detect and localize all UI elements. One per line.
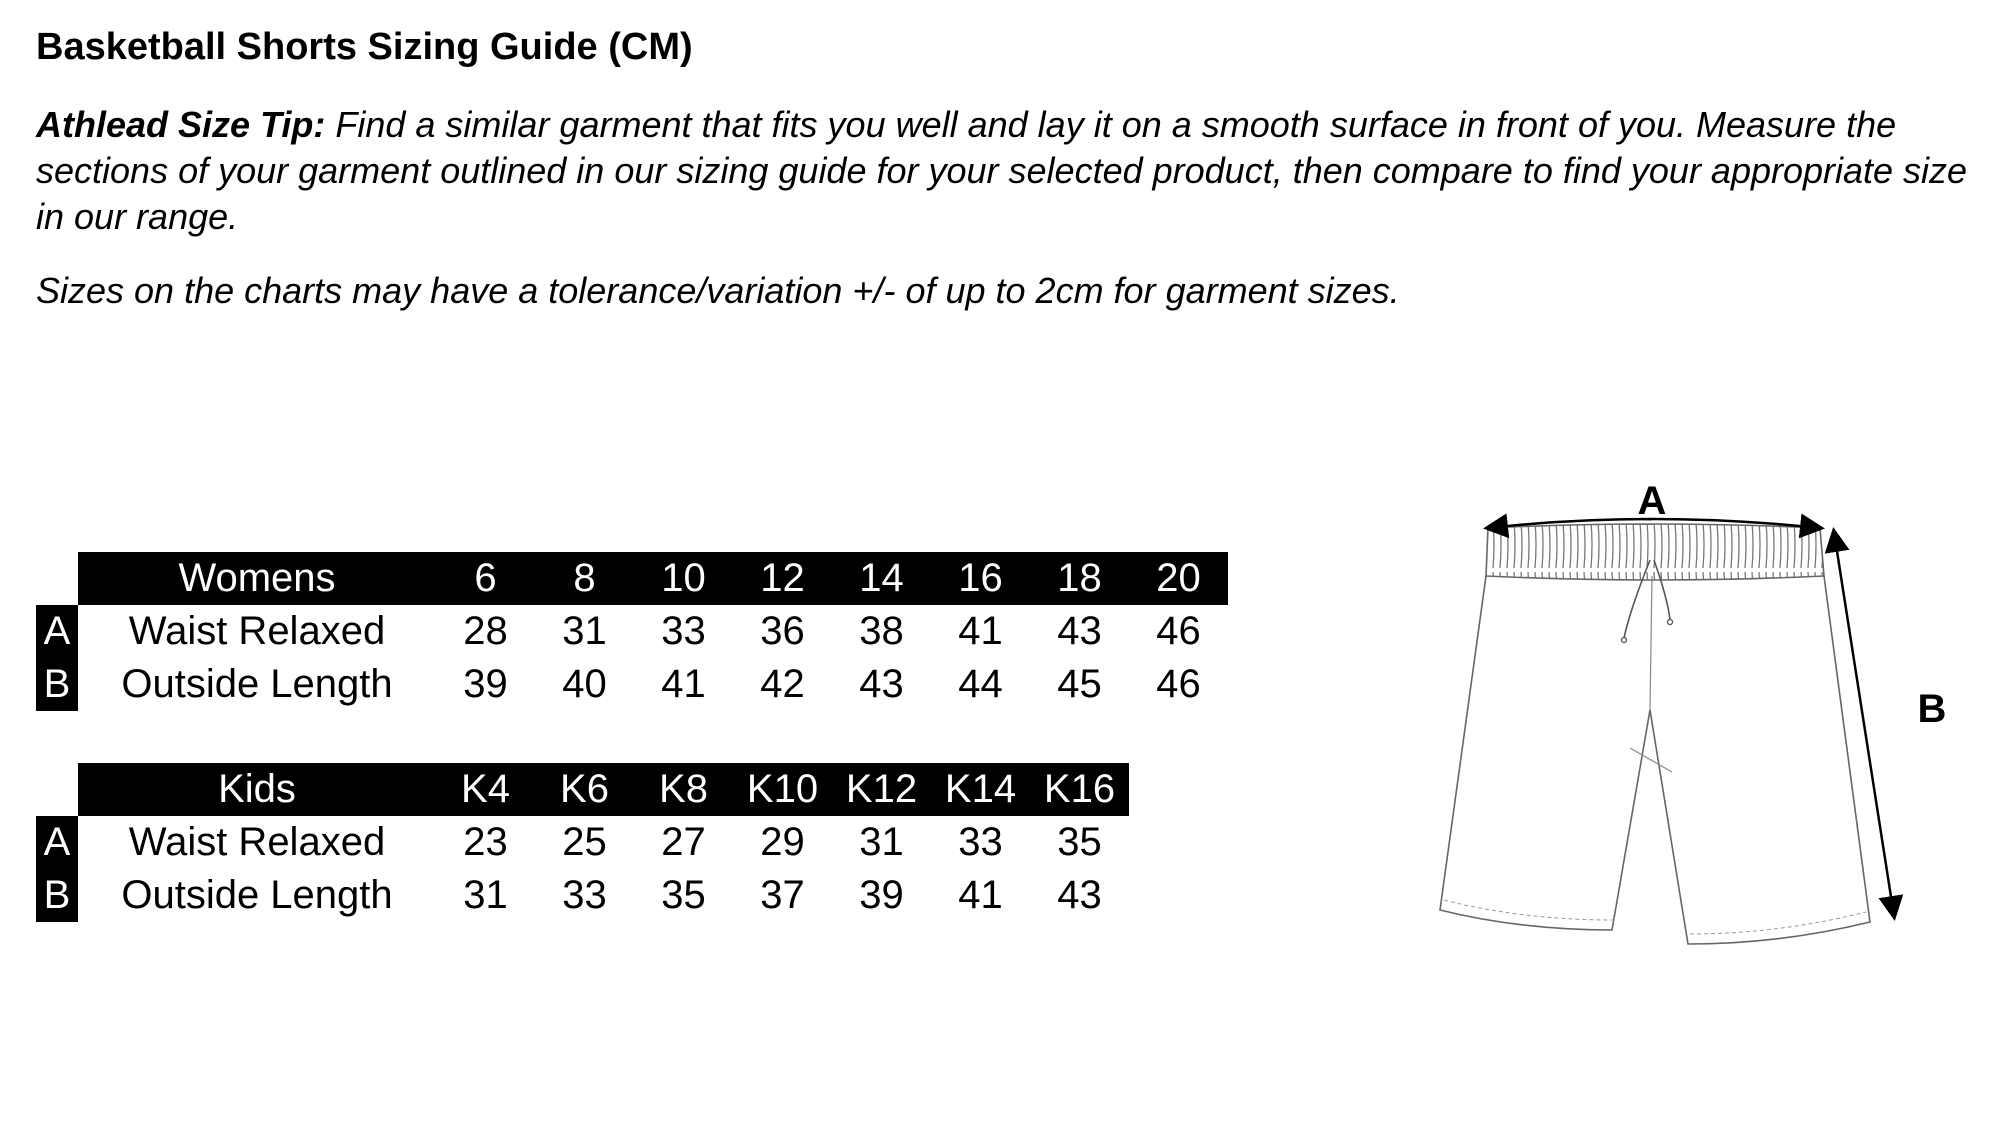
size-tip <box>36 102 1976 240</box>
measure-value: 38 <box>859 609 904 653</box>
size-header: 12 <box>733 552 832 605</box>
measure-value: 40 <box>562 662 607 706</box>
size-header: K12 <box>832 763 931 816</box>
table-row <box>36 869 1129 922</box>
measure-value: 35 <box>1057 820 1102 864</box>
size-header: K14 <box>931 763 1030 816</box>
table-row <box>36 658 1228 711</box>
table-row <box>36 605 1228 658</box>
measure-value: 43 <box>1057 609 1102 653</box>
kids-size-table <box>36 763 1129 922</box>
measure-value: 33 <box>661 609 706 653</box>
measure-label: Outside Length <box>121 873 393 917</box>
table-header-row <box>36 763 1129 816</box>
measure-value: 43 <box>859 662 904 706</box>
measure-value: 31 <box>562 609 607 653</box>
shorts-diagram <box>1400 470 1960 970</box>
size-header: K8 <box>634 763 733 816</box>
measure-value: 37 <box>760 873 805 917</box>
measure-label: Waist Relaxed <box>128 609 386 653</box>
measure-letter: B <box>36 658 78 711</box>
header-spacer <box>36 763 78 816</box>
measure-label: Waist Relaxed <box>128 820 386 864</box>
label-a: A <box>1637 479 1667 523</box>
measure-value: 45 <box>1057 662 1102 706</box>
table-row <box>36 816 1129 869</box>
table-header-row <box>36 552 1228 605</box>
size-header: 6 <box>436 552 535 605</box>
size-header: 16 <box>931 552 1030 605</box>
measure-value: 46 <box>1156 609 1201 653</box>
shorts-outline-icon <box>1440 524 1870 944</box>
measure-value: 23 <box>463 820 508 864</box>
size-header: 10 <box>634 552 733 605</box>
measure-value: 27 <box>661 820 706 864</box>
measure-value: 25 <box>562 820 607 864</box>
measure-value: 44 <box>958 662 1003 706</box>
measure-value: 46 <box>1156 662 1201 706</box>
measure-value: 43 <box>1057 873 1102 917</box>
tolerance-note: Sizes on the charts may have a tolerance/variation +/- of up to 2cm for garment sizes. <box>36 270 1400 311</box>
measure-value: 33 <box>562 873 607 917</box>
measure-label: Outside Length <box>121 662 393 706</box>
measure-value: 39 <box>463 662 508 706</box>
size-header: K4 <box>436 763 535 816</box>
measure-value: 41 <box>958 609 1003 653</box>
measure-letter: A <box>36 605 78 658</box>
size-header: 8 <box>535 552 634 605</box>
measure-value: 29 <box>760 820 805 864</box>
measure-letter: A <box>36 816 78 869</box>
measure-value: 42 <box>760 662 805 706</box>
measure-value: 33 <box>958 820 1003 864</box>
table-header-label: Womens <box>78 552 436 605</box>
measure-value: 31 <box>463 873 508 917</box>
measure-value: 28 <box>463 609 508 653</box>
size-header: K10 <box>733 763 832 816</box>
size-header: K16 <box>1030 763 1129 816</box>
table-header-label: Kids <box>78 763 436 816</box>
size-tip-lead: Athlead Size Tip: <box>36 104 326 145</box>
size-header: 18 <box>1030 552 1129 605</box>
label-b: B <box>1917 687 1947 731</box>
measure-value: 35 <box>661 873 706 917</box>
header-spacer <box>36 552 78 605</box>
measure-value: 36 <box>760 609 805 653</box>
page-title: Basketball Shorts Sizing Guide (CM) <box>36 26 693 68</box>
size-header: 20 <box>1129 552 1228 605</box>
size-header: 14 <box>832 552 931 605</box>
measure-letter: B <box>36 869 78 922</box>
womens-size-table <box>36 552 1228 711</box>
size-header: K6 <box>535 763 634 816</box>
measure-value: 31 <box>859 820 904 864</box>
size-tip-text: Find a similar garment that fits you well and lay it on a smooth surface in front of you. Measure the sections of your garment outlined in our sizing guide for your selected product, then compare to find your appropriate size in our range. <box>36 104 1968 237</box>
measure-value: 41 <box>958 873 1003 917</box>
measure-value: 41 <box>661 662 706 706</box>
measure-value: 39 <box>859 873 904 917</box>
